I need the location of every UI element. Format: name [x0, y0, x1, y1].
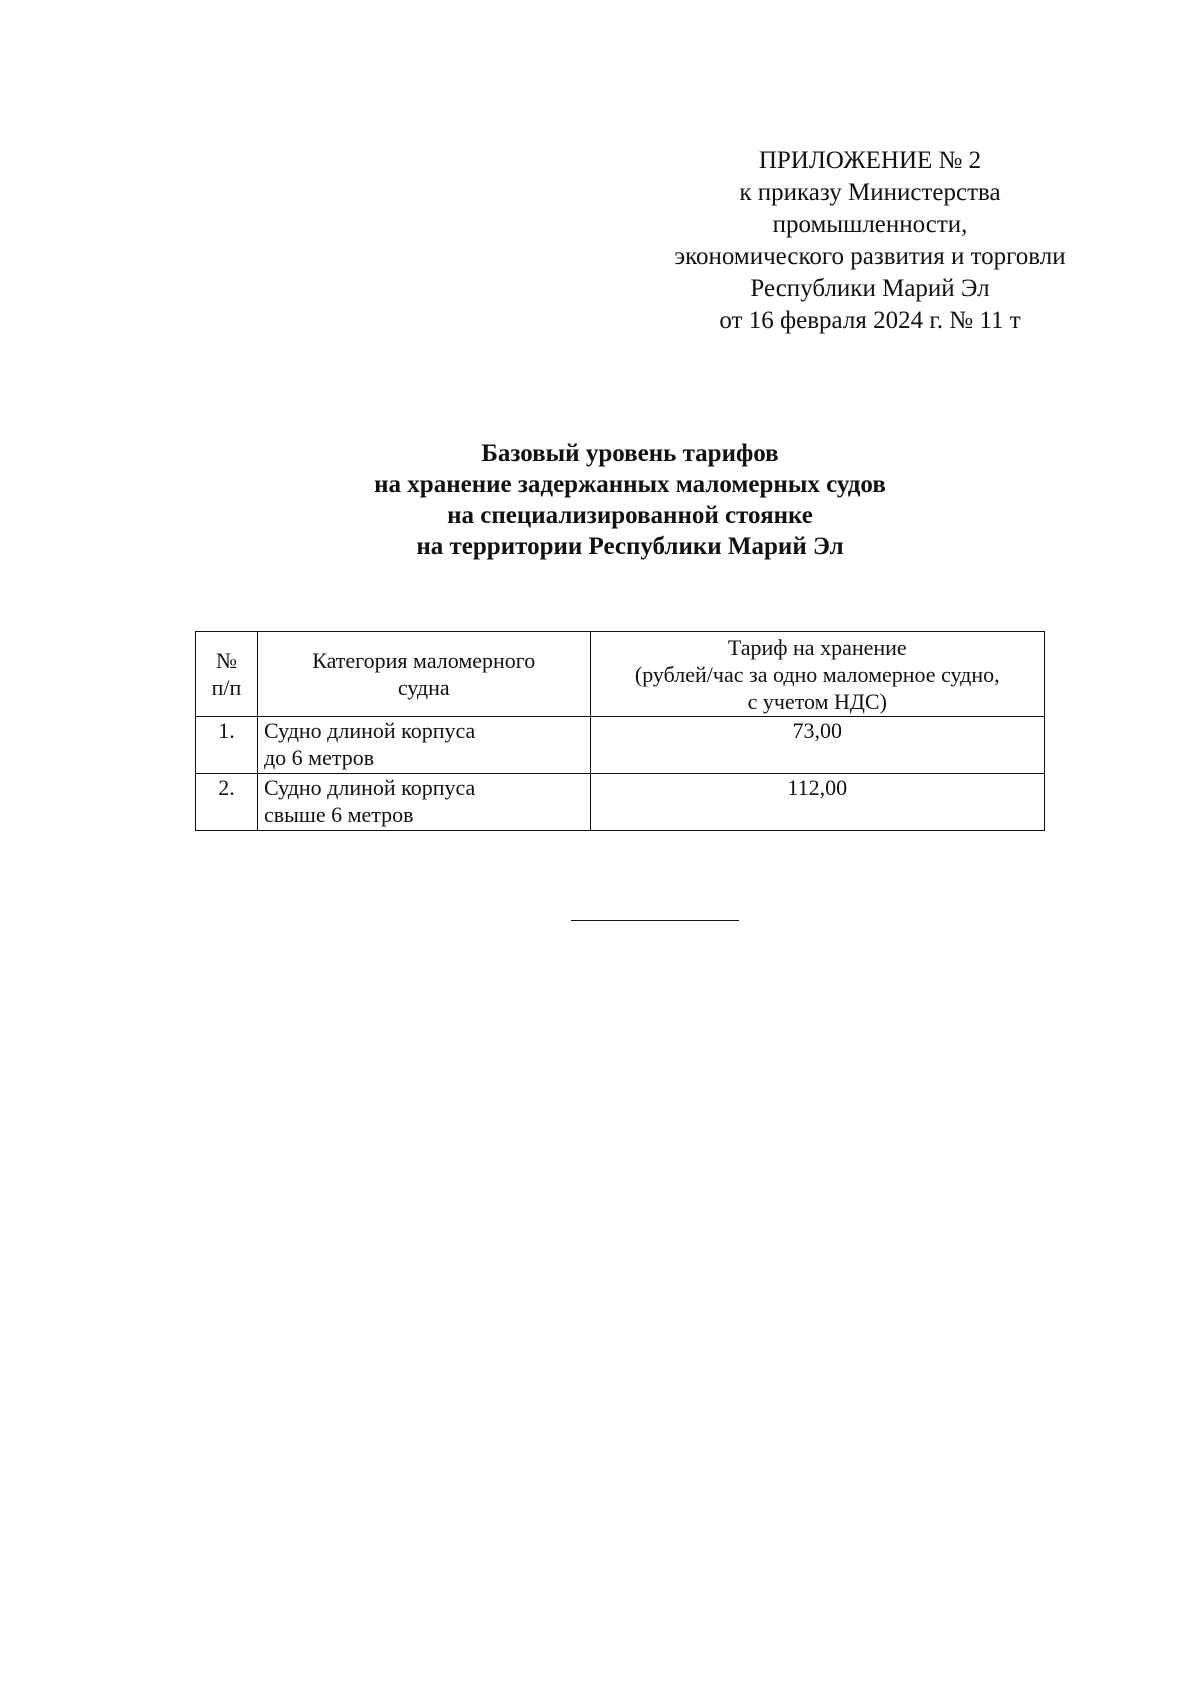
tariff-table	[195, 631, 1045, 831]
header-number-line: п/п	[211, 675, 242, 700]
row-category-line: до 6 метров	[263, 745, 375, 770]
appendix-republic: Республики Марий Эл	[750, 275, 990, 302]
title-line-3: на специализированной стоянке	[447, 502, 813, 529]
row-category	[257, 774, 590, 831]
header-number	[196, 632, 258, 717]
row-number: 1.	[196, 717, 258, 774]
table-row	[196, 717, 1045, 774]
title-line-2: на хранение задержанных маломерных судов	[374, 471, 886, 498]
table-row	[196, 774, 1045, 831]
row-number: 2.	[196, 774, 258, 831]
document-title	[200, 438, 1060, 562]
closing-divider	[571, 920, 739, 921]
row-category	[257, 717, 590, 774]
appendix-ministry-line-2: экономического развития и торговли	[674, 243, 1066, 270]
title-line-1: Базовый уровень тарифов	[481, 440, 779, 467]
appendix-ministry-line-1: промышленности,	[772, 211, 968, 238]
appendix-order-ref: к приказу Министерства	[739, 179, 1001, 206]
appendix-header	[600, 145, 1140, 337]
header-tariff-line: Тариф на хранение	[727, 634, 907, 660]
row-category-line: Судно длиной корпуса	[263, 775, 476, 800]
header-category-line: судна	[397, 675, 450, 700]
appendix-number: ПРИЛОЖЕНИЕ № 2	[758, 147, 982, 174]
header-category	[257, 632, 590, 717]
row-tariff: 112,00	[590, 774, 1044, 831]
row-category-line: Судно длиной корпуса	[263, 718, 476, 743]
header-tariff-line: (рублей/час за одно маломерное судно,	[634, 661, 1000, 687]
header-number-line: №	[215, 648, 237, 673]
title-line-4: на территории Республики Марий Эл	[416, 533, 844, 560]
appendix-date: от 16 февраля 2024 г. № 11 т	[719, 307, 1021, 334]
header-tariff-line: с учетом НДС)	[747, 688, 887, 714]
header-tariff	[590, 632, 1044, 717]
table-header-row	[196, 632, 1045, 717]
row-tariff: 73,00	[590, 717, 1044, 774]
row-category-line: свыше 6 метров	[263, 802, 414, 827]
header-category-line: Категория маломерного	[312, 648, 536, 673]
